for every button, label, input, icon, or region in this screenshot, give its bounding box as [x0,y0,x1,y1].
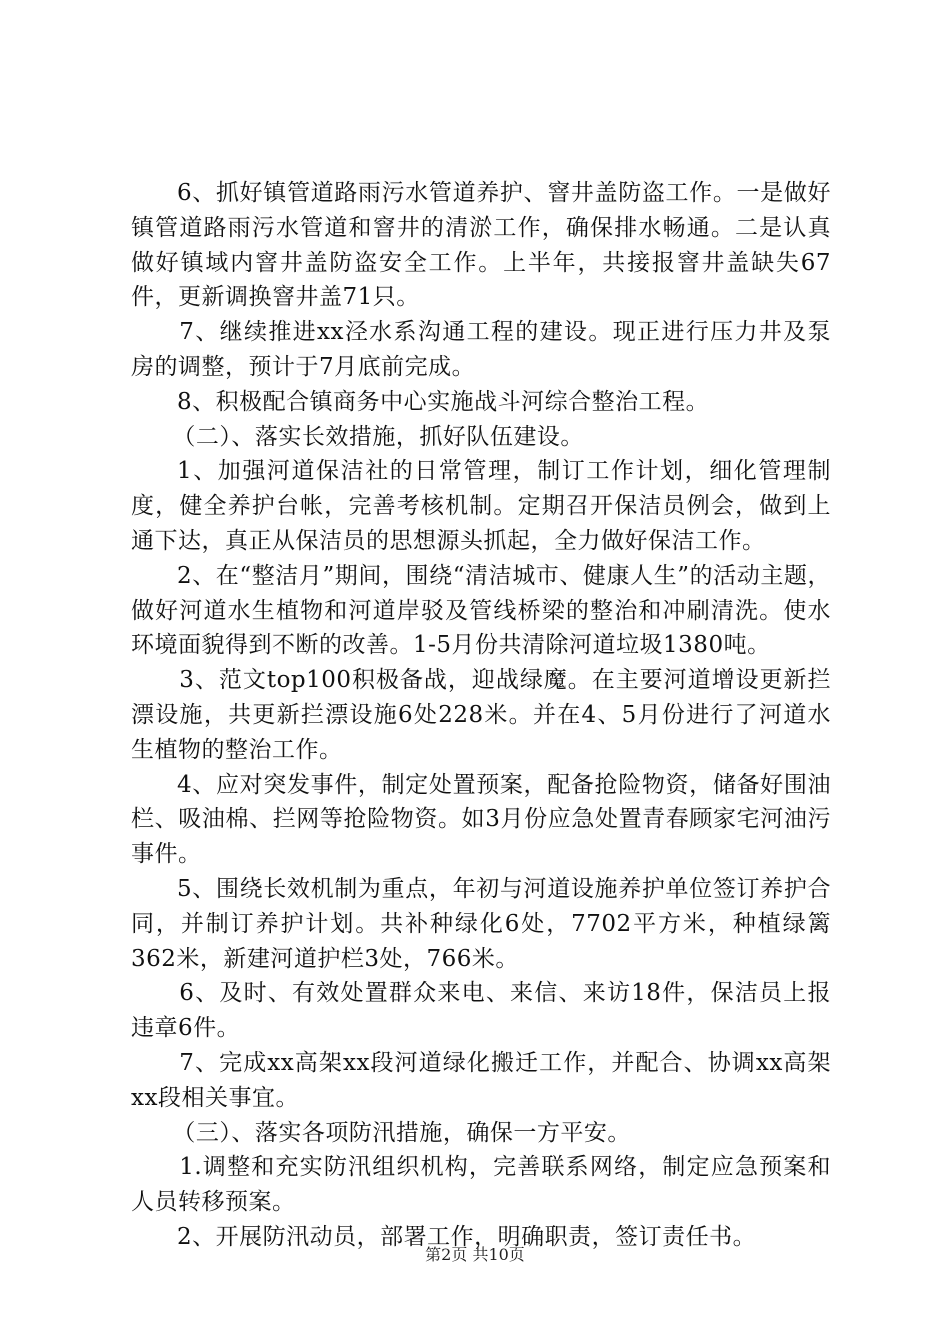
paragraph: （二）、落实长效措施，抓好队伍建设。 [172,423,584,450]
paragraph: 7、继续推进xx泾水系沟通工程的建设。现正进行压力井及泵房的调整，预计于7月底前完成。 [131,319,831,380]
paragraph: 1、加强河道保洁社的日常管理，制订工作计划，细化管理制度，健全养护台帐，完善考核机制。定期召开保洁员例会，做到上通下达，真正从保洁员的思想源头抓起，全力做好保洁工作。 [131,458,831,554]
paragraph: 4、应对突发事件，制定处置预案，配备抢险物资，储备好围油栏、吸油棉、拦网等抢险物资。如3月份应急处置青春顾家宅河油污事件。 [131,771,831,868]
paragraph: 2、在“整洁月”期间，围绕“清洁城市、健康人生”的活动主题，做好河道水生植物和河道岸驳及管线桥梁的整治和冲刷清洗。使水环境面貌得到不断的改善。1-5月份共清除河道垃圾1380吨。 [131,562,831,659]
paragraph: 6、及时、有效处置群众来电、来信、来访18件，保洁员上报违章6件。 [131,980,831,1042]
paragraph: 6、抓好镇管道路雨污水管道养护、窨井盖防盗工作。一是做好镇管道路雨污水管道和窨井的清淤工作，确保排水畅通。二是认真做好镇域内窨井盖防盗安全工作。上半年，共接报窨井盖缺失67件，更新调换窨井盖71只。 [131,180,831,311]
paragraph: 5、围绕长效机制为重点，年初与河道设施养护单位签订养护合同，并制订养护计划。共补种绿化6处，7702平方米，种植绿篱362米，新建河道护栏3处，766米。 [131,875,831,972]
paragraph: 7、完成xx高架xx段河道绿化搬迁工作，并配合、协调xx高架xx段相关事宜。 [131,1049,831,1111]
paragraph: 2、开展防汛动员，部署工作，明确职责，签订责任书。 [177,1223,757,1250]
paragraph: 1.调整和充实防汛组织机构，完善联系网络，制定应急预案和人员转移预案。 [131,1154,831,1216]
paragraph: 8、积极配合镇商务中心实施战斗河综合整治工程。 [177,388,710,415]
paragraph: （三）、落实各项防汛措施，确保一方平安。 [172,1119,631,1146]
document-body [131,176,831,1255]
paragraph: 3、范文top100积极备战，迎战绿魔。在主要河道增设更新拦漂设施，共更新拦漂设施6处228米。并在4、5月份进行了河道水生植物的整治工作。 [131,667,831,763]
page-footer: 第2页 共10页 [425,1245,525,1264]
